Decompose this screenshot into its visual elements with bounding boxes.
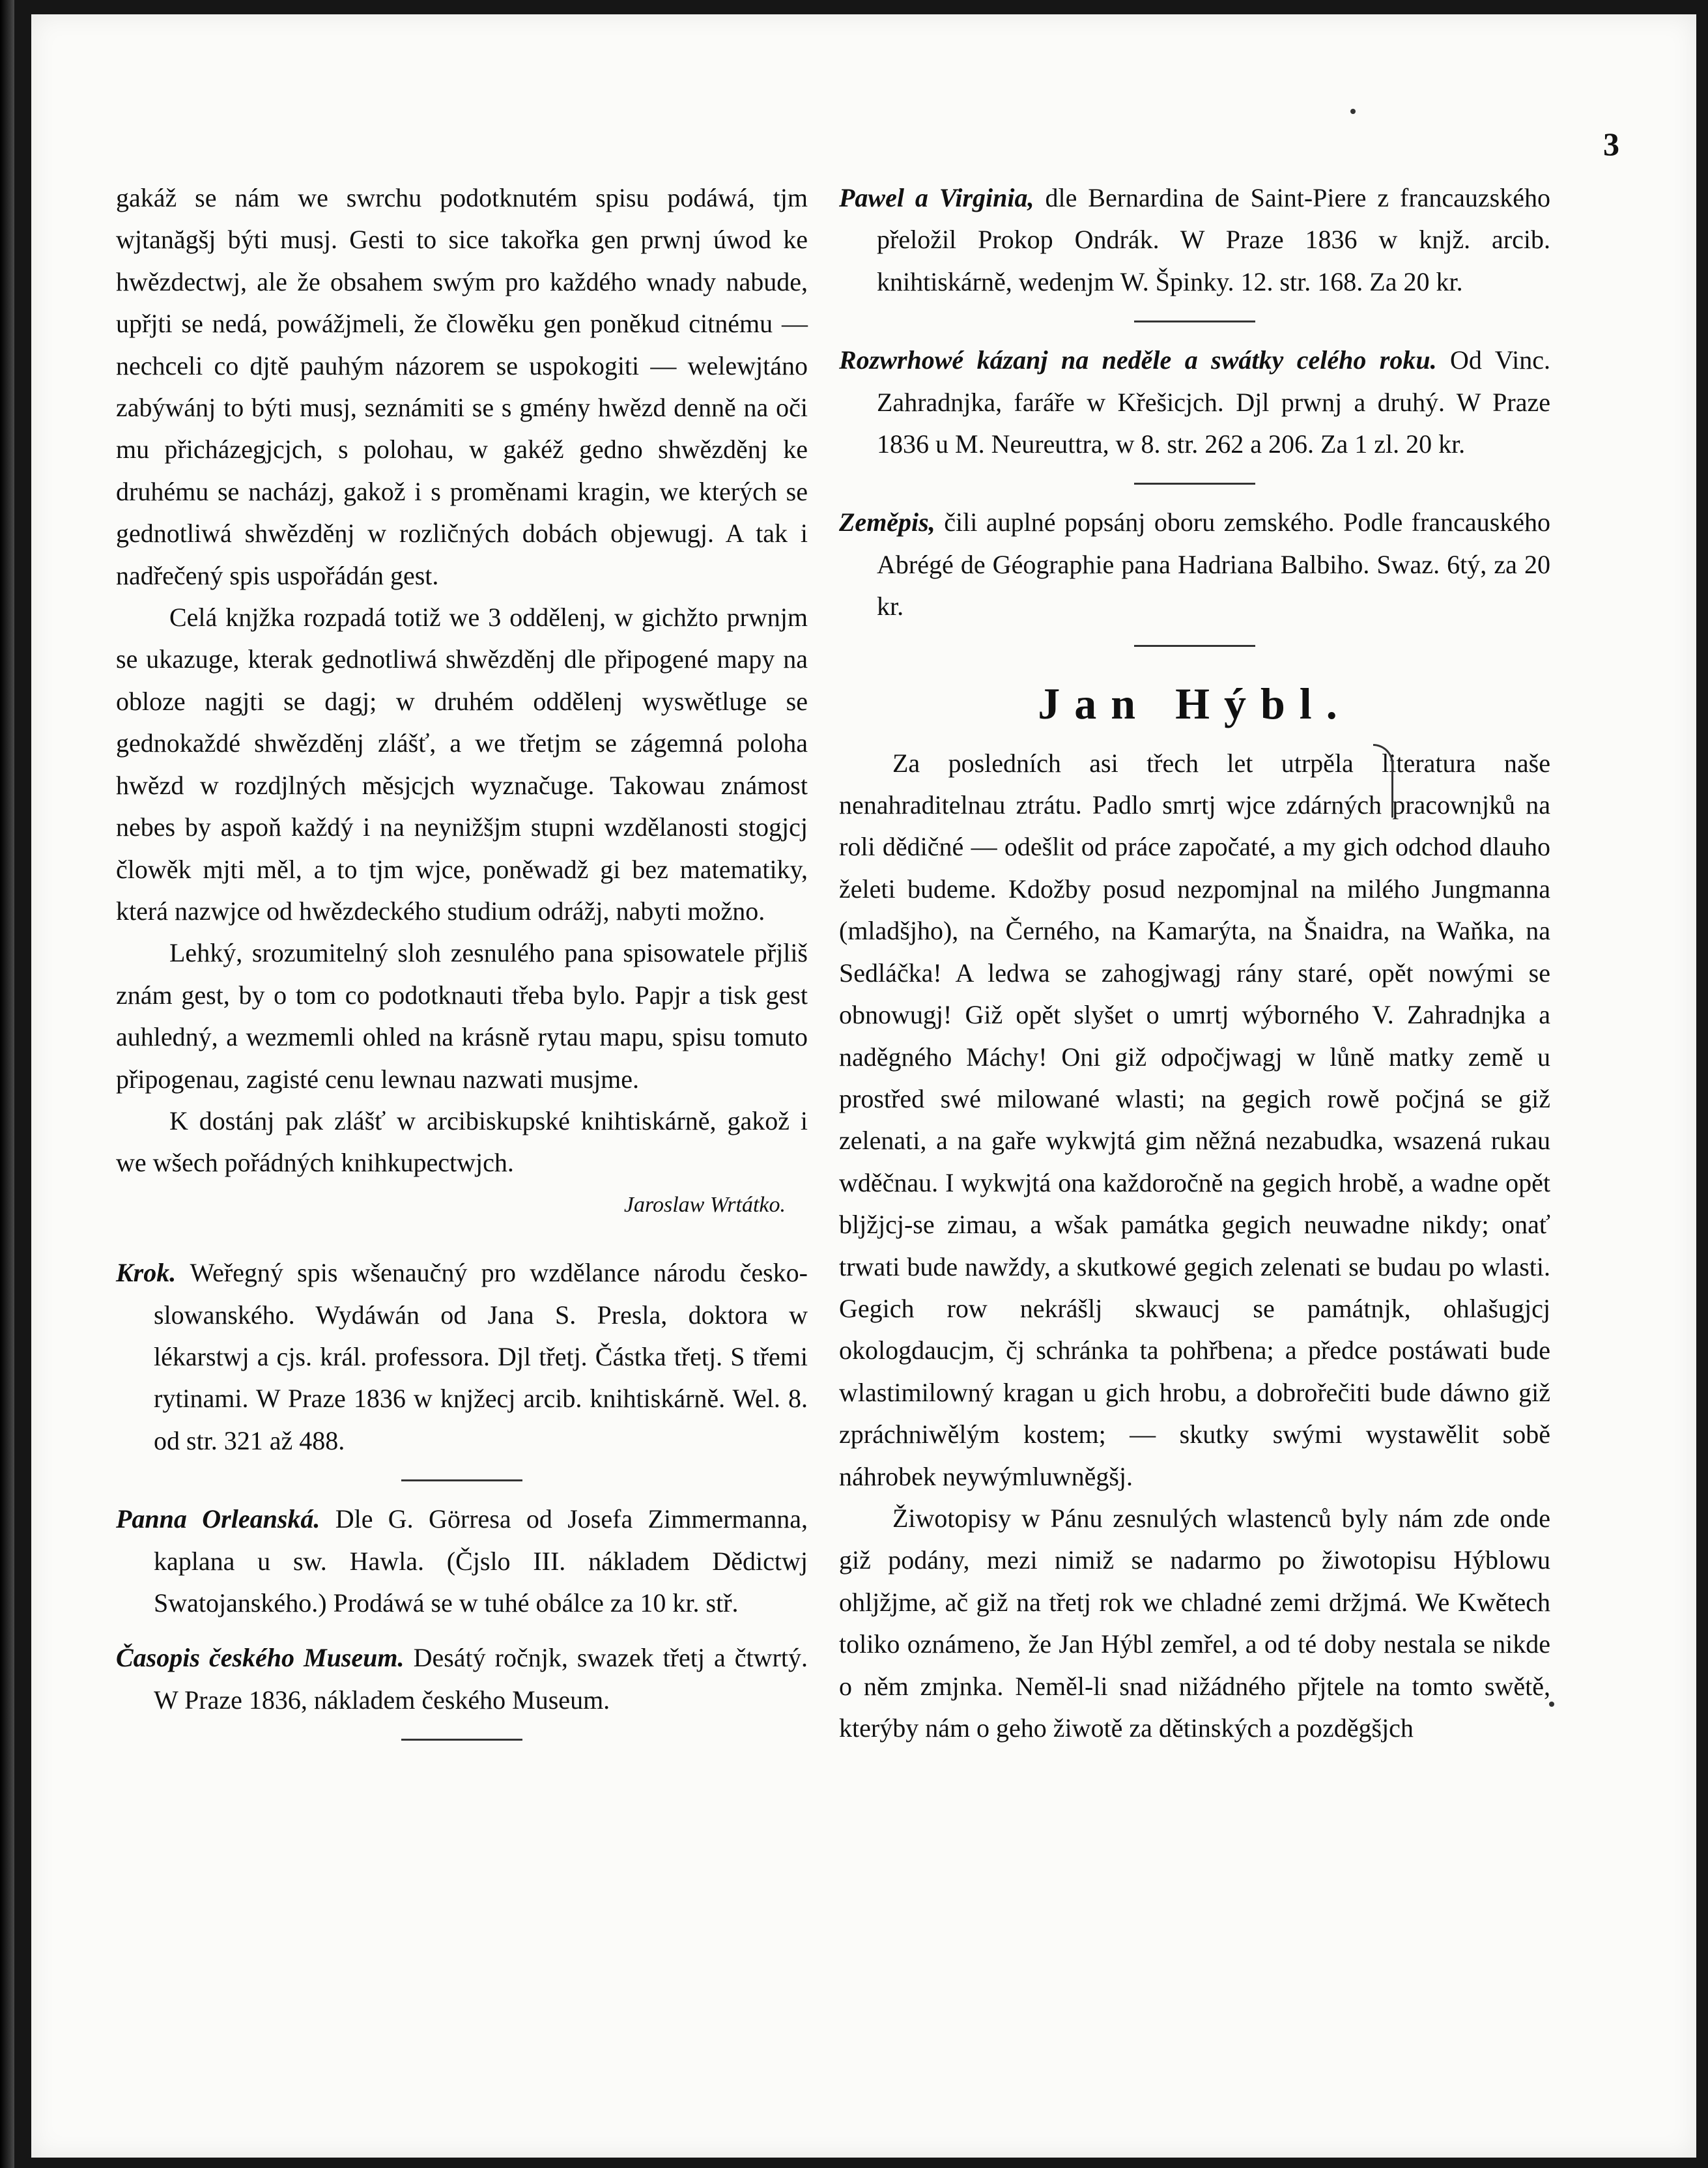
page-number: 3 (1603, 126, 1619, 162)
separator (839, 628, 1550, 664)
signature: Jaroslaw Wrtátko. (623, 1192, 786, 1217)
book-entry (839, 339, 1550, 465)
entry-text: Weřegný spis wšenaučný pro wzdělance národu česko-slowanského. Wydáwán od Jana S. Presla, doktora w lékarstwj a cjs. král. professora. Djl třetj. Částka třetj. S třemi rytinami. W Praze 1836 w knjžecj arcib. knihtiskárně. Wel. 8. od str. 321 až 488. (154, 1258, 808, 1455)
book-entry (116, 1252, 808, 1462)
spacer (116, 1624, 808, 1637)
ink-speck (1549, 1702, 1554, 1707)
article-heading: Jan Hýbl. (1038, 678, 1352, 728)
ink-mark (1373, 744, 1393, 818)
paragraph: gakáž se nám we swrchu podotknutém spisu podáwá, tjm wjtanăgšj býti musj. Gesti to sice takořka gen prwnj úwod ke hwězdectwj, ale že obsahem swým pro každého wnady nabude, upřjti se nedá, powážjmeli, že člowěku gen poněkud citnému — nechceli co djtě pauhým názorem se uspokogiti — welewjtáno zabýwánj to býti musj, seznámiti se s gmény hwězd denně na oči mu přicházegjcjch, s polohau, w gakéž gedno shwězděnj ke druhému se nacházj, gakož i s proměnami kragin, we kterých se gednotliwá shwězděnj w rozličných dobách objewugj. A tak i nadřečený spis uspořádán gest. (116, 183, 808, 590)
paragraph: Za posledních asi třech let utrpěla literatura naše nenahraditelnau ztrátu. Padlo smrtj wjce zdárných pracownjků na roli dědičné — odešlit od práce započaté, a my gich odchod dlauho želeti budeme. Kdožby posud nezpomjnal na milého Jungmanna (mladšjho), na Černého, na Kamarýta, na Šnaidra, na Waňka, na Sedláčka! A ledwa se zahogjwagj rány staré, opět nowými se obnowugj! Giž opět slyšet o umrtj wýborného V. Zahradnjka a naděgného Máchy! Oni giž odpočjwagj w lůně matky země u prostřed swé milowané wlasti; na gegich rowě počjná se giž zelenati, a na gaře wykwjtá gim něžná nezabudka, wsazená rukau wděčnau. I wykwjtá ona každoročně na gegich hrobě, a wadne opět bljžjcj-se zimau, a wšak památka gegich neuwadne nikdy; onať trwati bude nawždy, a skutkowé gegich zelenati se budau po wlasti. Gegich row nekrášlj skwaucj se památnjk, ohlašugjcj okologdaucjm, čj schránka ta pohřbena; a předce postáwati bude wlastimilowný kragan u gich hrobu, a dobrořečiti bude dáwno giž zpráchniwělým kostem; — skutky swými wystawělit sobě náhrobek neywýmluwněgšj. (839, 748, 1550, 1491)
entry-text: Desátý ročnjk, swazek třetj a čtwrtý. W Praze 1836, nákladem českého Museum. (154, 1643, 808, 1715)
left-column (116, 177, 808, 1758)
right-column (839, 177, 1550, 1749)
separator (839, 465, 1550, 502)
entry-text: čili auplné popsánj oboru zemského. Podle francauského Abrégé de Géographie pana Hadriana Balbiho. Swaz. 6tý, za 20 kr. (877, 507, 1551, 621)
separator (116, 1721, 808, 1758)
book-entry (839, 502, 1550, 627)
paragraph: Žiwotopisy w Pánu zesnulých wlastenců byly nám zde onde giž podány, mezi nimiž se nadarmo po žiwotopisu Hýblowu ohljžjme, ač giž na třetj rok we chladné zemi držjmá. We Kwětech toliko oznámeno, že Jan Hýbl zemřel, a od té doby nestala se nikde o něm zmjnka. Neměl-li snad nižádného přjtele na tomto swětě, kterýby nám o geho žiwotě za dětinských a pozděgšjch (839, 1503, 1550, 1743)
book-entry (116, 1637, 808, 1721)
paragraph: Celá knjžka rozpadá totiž we 3 oddělenj, w gichžto prwnjm se ukazuge, kterak gednotliwá shwězděnj dle připogené mapy na obloze nagjti se dagj; w druhém oddělenj wyswětluge se gednokaždé shwězděnj zlášť, a we třetjm se zágemná poloha hwězd w rozdjlných měsjcjch wyznačuge. Takowau známost nebes by aspoň každý i na neynižšjm stupni wzdělanosti stogjcj člowěk mjti měl, a to tjm wjce, poněwadž gi bez matematiky, která nazwjce od hwězdeckého studium odrážj, nabyti možno. (116, 603, 808, 926)
separator (839, 303, 1550, 339)
book-page (31, 14, 1696, 2158)
entry-title: Časopis českého Museum. (116, 1643, 414, 1673)
ink-speck (1350, 109, 1356, 114)
entry-title: Pawel a Virginia, (839, 183, 1046, 212)
separator (116, 1462, 808, 1498)
book-entry (116, 1498, 808, 1624)
spacer (116, 1226, 808, 1252)
book-entry (839, 177, 1550, 303)
entry-text: dle Bernardina de Saint-Piere z francauzského přeložil Prokop Ondrák. W Praze 1836 w knjž. arcib. knihtiskárně, wedenjm W. Špinky. 12. str. 168. Za 20 kr. (877, 183, 1551, 296)
book-spine-shadow (0, 0, 14, 2168)
entry-text: Od Vinc. Zahradnjka, faráře w Křešicjch. Djl prwnj a druhý. W Praze 1836 u M. Neureuttra, w 8. str. 262 a 206. Za 1 zl. 20 kr. (877, 345, 1551, 459)
entry-text: Dle G. Görresa od Josefa Zimmermanna, kaplana u sw. Hawla. (Čjslo III. nákladem Dědictwj Swatojanského.) Prodáwá se w tuhé obálce za 10 kr. stř. (154, 1504, 808, 1618)
entry-title: Zeměpis, (839, 507, 945, 537)
paragraph: Lehký, srozumitelný sloh zesnulého pana spisowatele přjliš znám gest, by o tom co podotknauti třeba bylo. Papjr a tisk gest auhledný, a wezmemli ohled na krásně rytau mapu, spisu tomuto připogenau, zagisté cenu lewnau nazwati musjme. (116, 938, 808, 1094)
paragraph: K dostánj pak zlášť w arcibiskupské knihtiskárně, gakož i we wšech pořádných knihkupectwjch. (116, 1105, 808, 1178)
entry-title: Rozwrhowé kázanj na neděle a swátky celého roku. (839, 345, 1451, 375)
entry-title: Krok. (116, 1258, 190, 1288)
entry-title: Panna Orleanská. (116, 1504, 335, 1534)
